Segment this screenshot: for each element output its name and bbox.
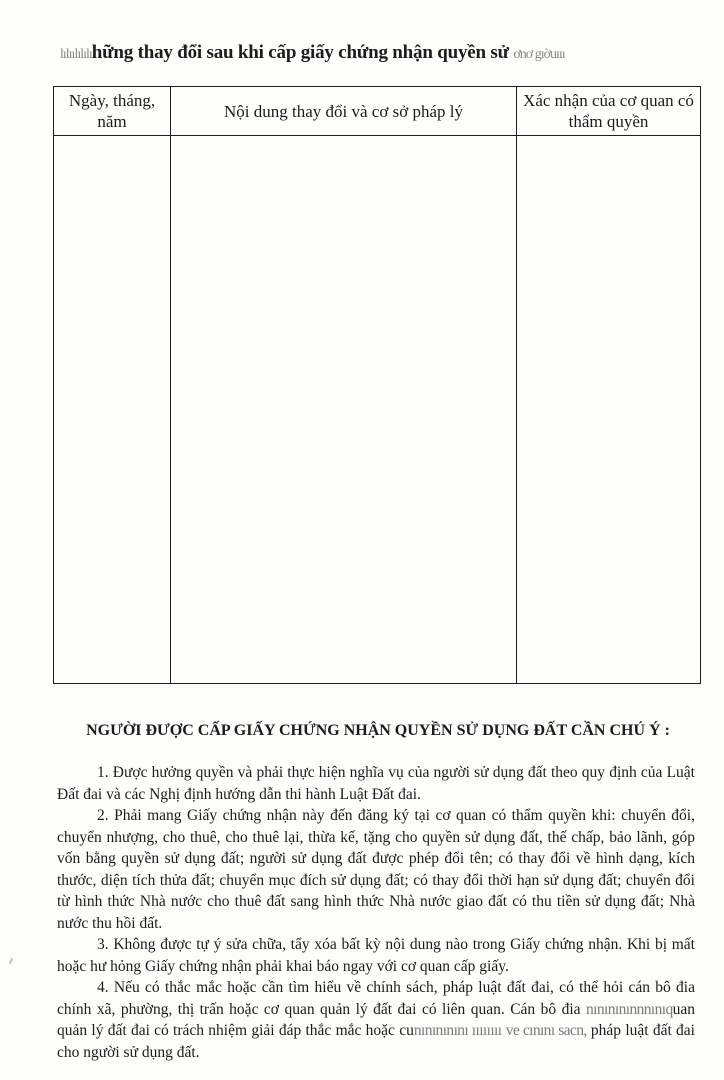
title-text: hững thay đổi sau khi cấp giấy chứng nhận quyền sử: [91, 42, 509, 63]
column-header-date: Ngày, tháng, năm: [54, 87, 171, 136]
cell-confirmation: [517, 136, 701, 684]
item4-end: pháp luật đất đai cho người sử dụng đất.: [57, 1022, 695, 1061]
column-header-content: Nội dung thay đổi và cơ sở pháp lý: [171, 87, 517, 136]
cell-content: [171, 136, 517, 684]
changes-table: [53, 86, 701, 684]
cell-date: [54, 136, 171, 684]
title-smudged-prefix: lılıılılılı: [60, 47, 92, 62]
item4-faded-1: nınınınınnnınıq: [586, 1000, 673, 1018]
item4-start: 4. Nếu có thắc mắc hoặc cần tìm hiểu về chính sách, pháp luật đất đai, có thể hỏi cán bô đia chính xã, phường, thị trấn hoặc cơ quan quản lý đất đai có liên quan. Cán bô đia: [57, 979, 695, 1018]
notice-item-4: [57, 977, 695, 1063]
item4-faded-3: ve cınını sacn,: [505, 1022, 587, 1039]
item4-faded-2: nınınınını ıııııııı: [413, 1022, 502, 1039]
column-header-confirmation: Xác nhận của cơ quan có thẩm quyền: [517, 87, 701, 136]
notice-heading: NGƯỜI ĐƯỢC CẤP GIẤY CHỨNG NHẬN QUYỀN SỬ DỤNG ĐẤT CẦN CHÚ Ý :: [86, 722, 670, 739]
table-row-empty: [54, 136, 701, 684]
title-smudged-suffix: ơnơ gıờuııı: [513, 47, 565, 62]
notice-item-3: 3. Không được tự ý sửa chữa, tẩy xóa bất kỳ nội dung nào trong Giấy chứng nhận. Khi bị mất hoặc hư hỏng Giấy chứng nhận phải khai báo ngay với cơ quan cấp giấy.: [57, 936, 695, 975]
page-title: [60, 42, 700, 64]
notice-item-1: 1. Được hưởng quyền và phải thực hiện nghĩa vụ của người sử dụng đất theo quy định của Luật Đất đai và các Nghị định hướng dẫn thi hành Luật Đất đai.: [57, 764, 695, 803]
paper-mark: [9, 958, 13, 964]
item4-middle: uan quản lý đất đai có trách nhiệm giải đáp thắc mắc hoặc cu: [57, 1000, 695, 1039]
table-header-row: [54, 87, 701, 136]
notice-item-2: 2. Phải mang Giấy chứng nhận này đến đăng ký tại cơ quan có thẩm quyền khi: chuyển đổi, chuyển nhượng, cho thuê, cho thuê lại, thừa kế, tặng cho quyền sử dụng đất, thế chấp, bảo lãnh, góp vốn bằng quyền sử dụng đất; người sử dụng đất được phép đổi tên; có thay đổi về hình dạng, kích thước, diện tích thửa đất; chuyển mục đích sử dụng đất; có thay đổi thời hạn sử dụng đất; chuyển đổi từ hình thức Nhà nước cho thuê đất sang hình thức Nhà nước giao đất có thu tiền sử dụng đất; Nhà nước thu hồi đất.: [57, 807, 695, 932]
